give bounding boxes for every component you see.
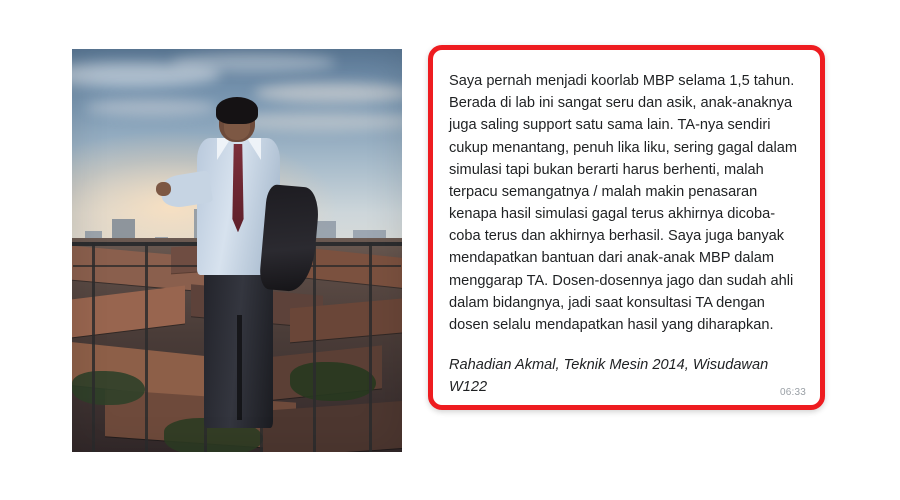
testimonial-text: Saya pernah menjadi koorlab MBP selama 1,5 tahun. Berada di lab ini sangat seru dan asik, anak-anaknya juga saling support satu sama lain. TA-nya sendiri cukup menantang, penuh lika liku, sering gagal dalam simulasi tapi bukan berarti harus berhenti, malah terpacu semangatnya / malah makin penasaran kenapa hasil simulasi gagal terus akhirnya dicoba-coba terus dan akhirnya berhasil. Saya juga banyak mendapatkan bantuan dari anak-anak MBP dalam menggarap TA. Dosen-dosennya jago dan sudah ahli dalam bidangnya, jadi saat konsultasi TA dengan dosen selalu mendapatkan hasil yang diharapkan. [449,73,798,333]
testimonial-chat-bubble [428,45,825,410]
message-timestamp: 06:33 [779,387,806,398]
testimonial-signature: Rahadian Akmal, Teknik Mesin 2014, Wisudawan W122 [449,357,769,395]
bubble-content [449,70,798,395]
photo-vignette [72,49,402,452]
graduate-portrait-photo [72,49,402,452]
